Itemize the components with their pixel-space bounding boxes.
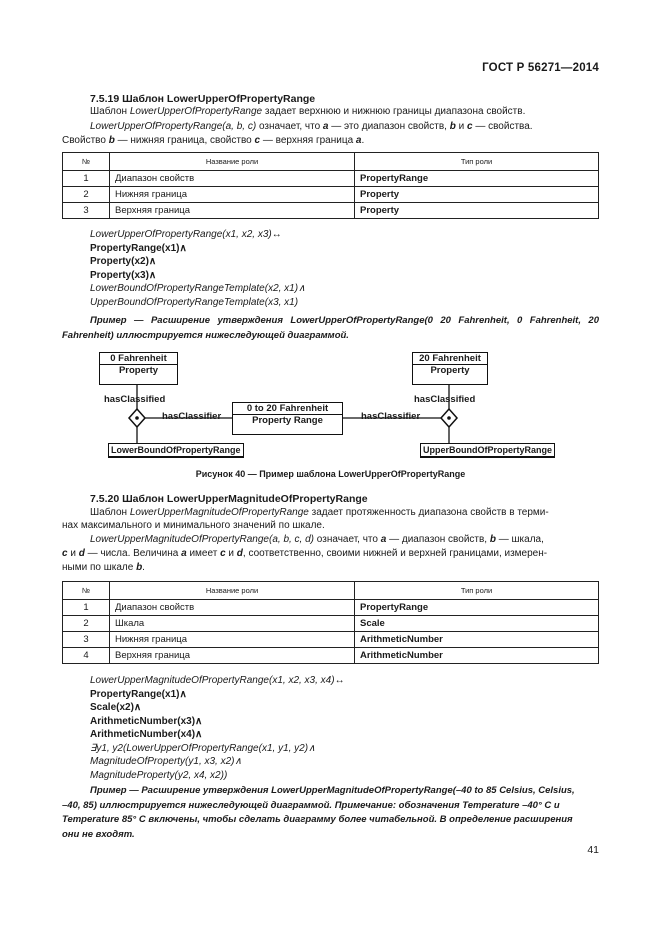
cell-role-name: Шкала — [110, 616, 355, 632]
section2-paragraph-2-line-1: LowerUpperMagnitudeOfPropertyRange(a, b, c, d) означает, что a — диапазон свойств, b — шкала, — [90, 534, 544, 545]
formula-line: UpperBoundOfPropertyRangeTemplate(x3, x1) — [90, 296, 299, 308]
template-upper-bound: UpperBoundOfPropertyRange — [420, 443, 555, 458]
cell-role-type: Property — [355, 203, 599, 219]
example-paragraph-2 — [62, 784, 602, 842]
section1-paragraph-3: Свойство b — нижняя граница, свойство c — верхняя граница a. — [62, 135, 365, 146]
node-type: Property — [118, 365, 159, 376]
formula-line: LowerBoundOfPropertyRangeTemplate(x2, x1)∧ — [90, 283, 306, 294]
formula-line: MagnitudeProperty(y2, x4, x2)) — [90, 769, 228, 781]
formula-line: ∃y1, y2(LowerUpperOfPropertyRange(x1, y1, y2)∧ — [90, 742, 316, 754]
section2-paragraph-1-line-2: нах максимального и минимального значений по шкале. — [62, 520, 325, 531]
formula-block-2 — [90, 674, 345, 782]
col-header-role-name: Название роли — [110, 153, 355, 171]
table-header-row — [63, 582, 599, 600]
example-paragraph-1: Пример — Расширение утверждения LowerUpperOfPropertyRange(0 20 Fahrenheit, 0 Fahrenheit, 20 Fahrenheit) иллюстрируется нижеследующей диаграммой. — [62, 315, 599, 341]
figure-caption: Рисунок 40 — Пример шаблона LowerUpperOfPropertyRange — [195, 469, 466, 479]
cell-number: 1 — [63, 600, 110, 616]
node-type: Property — [430, 365, 470, 376]
section2-paragraph-1-line-1: Шаблон LowerUpperMagnitudeOfPropertyRange задает протяженность диапазона свойств в терми- — [90, 507, 549, 518]
cell-role-name: Верхняя граница — [110, 203, 355, 219]
role-table-2 — [62, 581, 599, 664]
template-lower-bound: LowerBoundOfPropertyRange — [108, 443, 244, 458]
col-header-role-type: Тип роли — [355, 153, 599, 171]
cell-number: 1 — [63, 171, 110, 187]
section1-paragraph-2: LowerUpperOfPropertyRange(a, b, c) означает, что a — это диапазон свойств, b и c — свойства. — [90, 121, 533, 132]
cell-number: 2 — [63, 616, 110, 632]
cell-number: 3 — [63, 632, 110, 648]
cell-number: 4 — [63, 648, 110, 664]
cell-role-type: Property — [355, 187, 599, 203]
node-name: 0 Fahrenheit — [100, 353, 177, 365]
page-number: 41 — [587, 844, 599, 856]
table-row — [63, 171, 599, 187]
section2-paragraph-2-line-3: ными по шкале b. — [62, 562, 145, 573]
document-header: ГОСТ Р 56271—2014 — [482, 62, 599, 74]
col-header-number: № — [63, 582, 110, 600]
table-row — [63, 648, 599, 664]
table-row — [63, 600, 599, 616]
label-has-classifier-left: hasClassifier — [162, 411, 222, 422]
cell-role-type: PropertyRange — [355, 600, 599, 616]
formula-line: Scale(x2)∧ — [90, 702, 142, 713]
cell-role-name: Нижняя граница — [110, 632, 355, 648]
formula-line: Property(x3)∧ — [90, 269, 157, 281]
cell-number: 2 — [63, 187, 110, 203]
example-line: они не входят. — [62, 828, 135, 840]
node-20-fahrenheit — [412, 352, 488, 385]
formula-line: MagnitudeOfProperty(y1, x3, x2)∧ — [90, 756, 242, 767]
node-0-to-20-fahrenheit — [232, 402, 343, 435]
section-title-7-5-19: 7.5.19 Шаблон LowerUpperOfPropertyRange — [90, 93, 316, 105]
table-row — [63, 187, 599, 203]
table-row — [63, 632, 599, 648]
col-header-role-type: Тип роли — [355, 582, 599, 600]
node-0-fahrenheit — [99, 352, 178, 385]
cell-role-type: ArithmeticNumber — [355, 632, 599, 648]
table-row — [63, 203, 599, 219]
cell-role-type: ArithmeticNumber — [355, 648, 599, 664]
cell-role-name: Диапазон свойств — [110, 600, 355, 616]
cell-role-type: PropertyRange — [355, 171, 599, 187]
col-header-number: № — [63, 153, 110, 171]
formula-line: PropertyRange(x1)∧ — [90, 242, 187, 254]
example-line: Пример — Расширение утверждения LowerUpperMagnitudeOfPropertyRange(–40 to 85 Celsius, Celsius, — [90, 785, 575, 796]
formula-line: Property(x2)∧ — [90, 256, 157, 267]
example-line: –40, 85) иллюстрируется нижеследующей диаграммой. Примечание: обозначения Temperature –40° C и — [62, 799, 560, 811]
node-name: 0 to 20 Fahrenheit — [233, 403, 342, 415]
section-title-7-5-20: 7.5.20 Шаблон LowerUpperMagnitudeOfPropertyRange — [90, 493, 368, 505]
section2-paragraph-2-line-2: c и d — числа. Величина a имеет c и d, соответственно, своими нижней и верхней границами, измерен- — [62, 548, 548, 559]
formula-line: PropertyRange(x1)∧ — [90, 688, 187, 700]
node-type: Property Range — [252, 415, 323, 426]
cell-role-name: Верхняя граница — [110, 648, 355, 664]
section1-paragraph-1: Шаблон LowerUpperOfPropertyRange задает верхнюю и нижнюю границы диапазона свойств. — [90, 106, 526, 117]
cell-role-name: Нижняя граница — [110, 187, 355, 203]
node-name: 20 Fahrenheit — [413, 353, 487, 365]
cell-role-name: Диапазон свойств — [110, 171, 355, 187]
label-has-classifier-right: hasClassifier — [361, 411, 421, 422]
formula-line: ArithmeticNumber(x3)∧ — [90, 715, 203, 727]
example-line: Temperature 85° C включены, чтобы сделать диаграмму более читабельной. В определение расширения — [62, 814, 573, 825]
formula-line: LowerUpperMagnitudeOfPropertyRange(x1, x2, x3, x4)↔ — [90, 675, 345, 686]
col-header-role-name: Название роли — [110, 582, 355, 600]
cell-role-type: Scale — [355, 616, 599, 632]
formula-line: ArithmeticNumber(x4)∧ — [90, 729, 203, 740]
table-row — [63, 616, 599, 632]
table-header-row — [63, 153, 599, 171]
formula-line: LowerUpperOfPropertyRange(x1, x2, x3)↔ — [90, 229, 282, 240]
label-has-classified-left: hasClassified — [104, 394, 166, 405]
formula-block-1 — [90, 228, 305, 309]
role-table-1 — [62, 152, 599, 219]
cell-number: 3 — [63, 203, 110, 219]
label-has-classified-right: hasClassified — [414, 394, 476, 405]
